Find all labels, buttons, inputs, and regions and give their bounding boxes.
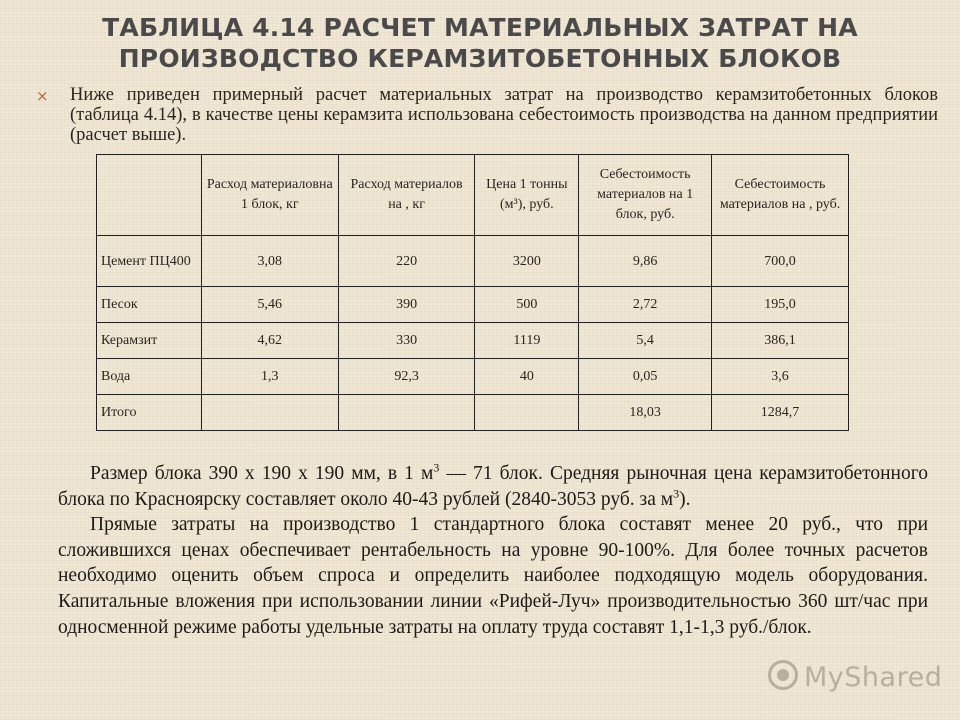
table-cell (475, 395, 579, 431)
table-cell: Вода (97, 359, 202, 395)
table-cell: 3200 (475, 236, 579, 287)
table-cell (201, 395, 338, 431)
watermark (768, 660, 942, 693)
superscript: 3 (433, 460, 440, 475)
table-cell: 40 (475, 359, 579, 395)
table-cell: 390 (338, 287, 475, 323)
paragraph-direct-costs: Прямые затраты на производство 1 стандартного блока составят менее 20 руб., что при сложившихся ценах обеспечивает рентабельность на уровне 90-100%. Для более точных расчетов необходимо оценить объем спроса и определить наиболее подходящую модель оборудования. Капитальные вложения при использовании линии «Рифей-Луч» производительностью 360 шт/час при односменной режиме работы удельные затраты на оплату труда составят 1,1-1,3 руб./блок. (58, 514, 928, 638)
table-header-cell: Себестоимость материалов на 1 блок, руб. (579, 155, 712, 236)
table-row (97, 323, 849, 359)
table-cell: 2,72 (579, 287, 712, 323)
table-cell: 195,0 (712, 287, 849, 323)
table-cell: 1,3 (201, 359, 338, 395)
table-cell: Итого (97, 395, 202, 431)
table-cell: Цемент ПЦ400 (97, 236, 202, 287)
table-cell: 4,62 (201, 323, 338, 359)
table-cell: 700,0 (712, 236, 849, 287)
table-cell: 18,03 (579, 395, 712, 431)
table-header-row (97, 155, 849, 236)
table-cell: 5,4 (579, 323, 712, 359)
table-cell: 1284,7 (712, 395, 849, 431)
table-cell: 3,08 (201, 236, 338, 287)
materials-cost-table (96, 154, 849, 431)
table-row (97, 287, 849, 323)
bullet-x-icon: × (36, 87, 49, 105)
table-header-cell: Цена 1 тонны (м³), руб. (475, 155, 579, 236)
table-cell: Песок (97, 287, 202, 323)
superscript: 3 (673, 486, 680, 501)
text-fragment: ). (679, 488, 691, 510)
table-header-cell: Расход материаловна 1 блок, кг (201, 155, 338, 236)
table-cell: 92,3 (338, 359, 475, 395)
body-text (58, 461, 928, 640)
table-header-cell (97, 155, 202, 236)
table-cell: 9,86 (579, 236, 712, 287)
table-row-total (97, 395, 849, 431)
paragraph-block-size (58, 461, 928, 512)
table-cell: 3,6 (712, 359, 849, 395)
table-cell: 0,05 (579, 359, 712, 395)
table-cell: Керамзит (97, 323, 202, 359)
table-row (97, 236, 849, 287)
text-fragment: — 71 блок. Средняя рыночная цена керамзитобетонного блока по Красноярску составляет около 40-43 рублей (2840-3053 руб. за м (58, 463, 928, 510)
myshared-logo-icon (768, 660, 798, 690)
table-cell: 386,1 (712, 323, 849, 359)
table-header-cell: Расход материалов на , кг (338, 155, 475, 236)
intro-text: Ниже приведен примерный расчет материальных затрат на производство керамзитобетонных блоков (таблица 4.14), в качестве цены керамзита использована себестоимость производства на данном предприятии (расчет выше). (70, 85, 938, 145)
intro-block (36, 85, 938, 145)
text-fragment: Размер блока 390 х 190 х 190 мм, в 1 м (90, 463, 434, 484)
table-row (97, 359, 849, 395)
table-cell: 220 (338, 236, 475, 287)
table-cell: 500 (475, 287, 579, 323)
page-title: ТАБЛИЦА 4.14 РАСЧЕТ МАТЕРИАЛЬНЫХ ЗАТРАТ НА ПРОИЗВОДСТВО КЕРАМЗИТОБЕТОННЫХ БЛОКОВ (102, 13, 858, 73)
table-cell: 1119 (475, 323, 579, 359)
table-cell: 5,46 (201, 287, 338, 323)
table-cell (338, 395, 475, 431)
watermark-text: MyShared (804, 662, 943, 693)
table-header-cell: Себестоимость материалов на , руб. (712, 155, 849, 236)
table-cell: 330 (338, 323, 475, 359)
